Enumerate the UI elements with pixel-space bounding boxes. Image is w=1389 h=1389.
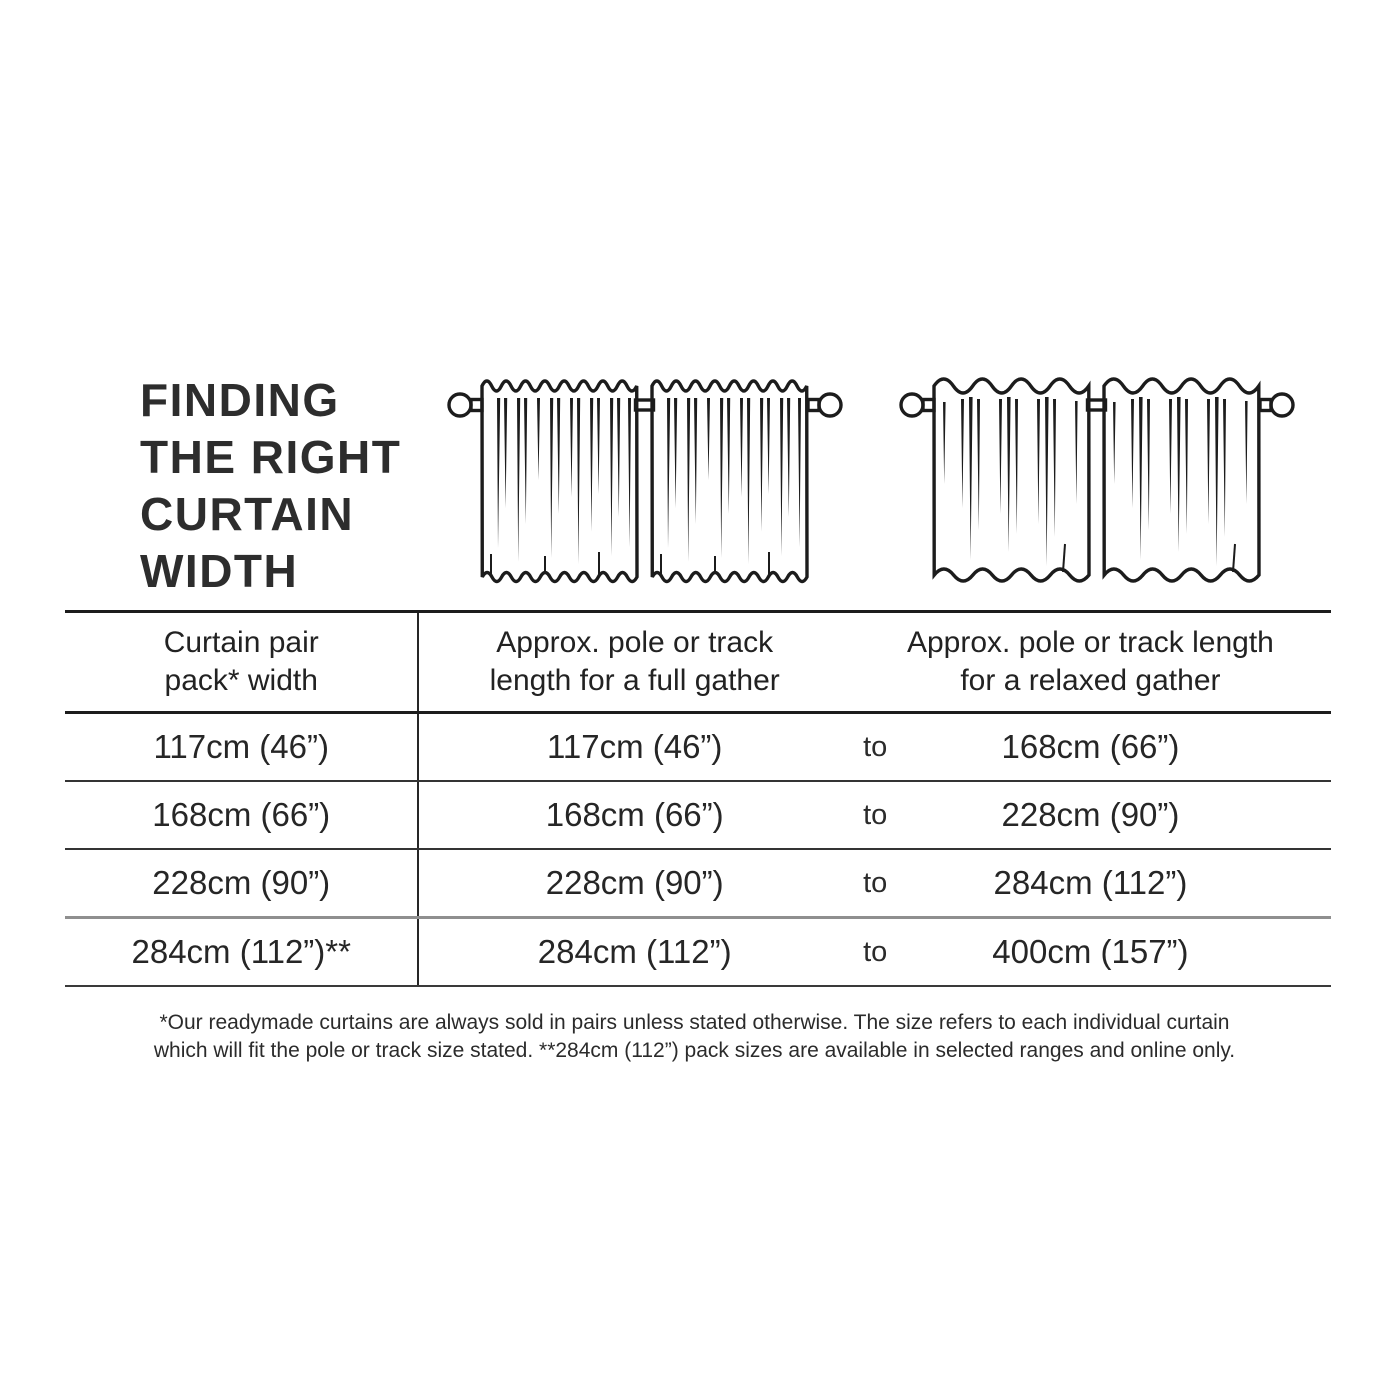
- range-connector: to: [863, 866, 888, 899]
- table-row: [65, 714, 1331, 782]
- curtain-hem-creases: [491, 552, 769, 574]
- footnote: [0, 1009, 1389, 1065]
- header-spacer: [850, 613, 901, 711]
- curtains-relaxed-gather-illustration: [899, 372, 1295, 586]
- curtain-panel-outline: [934, 379, 1089, 581]
- table-row: [65, 782, 1331, 850]
- curtains-full-gather-illustration: [447, 372, 843, 586]
- curtain-pleat-folds: [943, 397, 1248, 566]
- table-row: [65, 850, 1331, 919]
- row-spacer: [1280, 782, 1331, 848]
- table-row: [65, 919, 1331, 987]
- row-spacer: [1280, 919, 1331, 985]
- header-relaxed-gather: [901, 613, 1281, 711]
- pole-finial-right-icon: [1271, 394, 1293, 416]
- header-spacer: [1280, 613, 1331, 711]
- header-line: Curtain pair: [163, 626, 319, 659]
- page-title-line: CURTAIN: [140, 488, 355, 540]
- relaxed-gather-value: 228cm (90”): [1001, 796, 1180, 833]
- pack-width-value: 228cm (90”): [65, 850, 419, 916]
- range-connector: to: [863, 798, 888, 831]
- curtain-size-table: [65, 610, 1331, 987]
- header-full-gather: [419, 613, 849, 711]
- relaxed-gather-value: 284cm (112”): [993, 864, 1188, 901]
- header-line: Approx. pole or track: [496, 626, 774, 659]
- range-connector: to: [863, 730, 888, 763]
- page-title-line: FINDING: [140, 374, 340, 426]
- header-pack-width: [65, 613, 419, 711]
- range-connector: to: [863, 935, 888, 968]
- page-title-line: THE RIGHT: [140, 431, 402, 483]
- row-spacer: [1280, 850, 1331, 916]
- pole-finial-right-icon: [819, 394, 841, 416]
- pole-finial-left-icon: [901, 394, 923, 416]
- full-gather-value: 168cm (66”): [545, 796, 724, 833]
- footnote-line: *Our readymade curtains are always sold in pairs unless stated otherwise. The size refers to each individual curtain: [159, 1011, 1230, 1034]
- header-line: pack* width: [164, 664, 318, 697]
- full-gather-value: 117cm (46”): [546, 728, 723, 765]
- table-header-row: [65, 613, 1331, 714]
- curtain-pleat-folds: [497, 398, 801, 564]
- full-gather-value: 284cm (112”): [537, 933, 732, 970]
- full-gather-value: 228cm (90”): [545, 864, 724, 901]
- pack-width-value: 168cm (66”): [65, 782, 419, 848]
- pack-width-value: 284cm (112”)**: [65, 919, 419, 985]
- pole-finial-left-icon: [449, 394, 471, 416]
- header-line: for a relaxed gather: [960, 664, 1221, 697]
- page-title: [140, 372, 401, 600]
- header-line: length for a full gather: [489, 664, 780, 697]
- row-spacer: [1280, 714, 1331, 780]
- footnote-line: which will fit the pole or track size stated. **284cm (112”) pack sizes are available in selected ranges and online only.: [153, 1039, 1236, 1062]
- page-title-line: WIDTH: [140, 545, 299, 597]
- header-line: Approx. pole or track length: [906, 626, 1274, 659]
- relaxed-gather-value: 400cm (157”): [992, 933, 1189, 970]
- relaxed-gather-value: 168cm (66”): [1001, 728, 1180, 765]
- pack-width-value: 117cm (46”): [65, 714, 419, 780]
